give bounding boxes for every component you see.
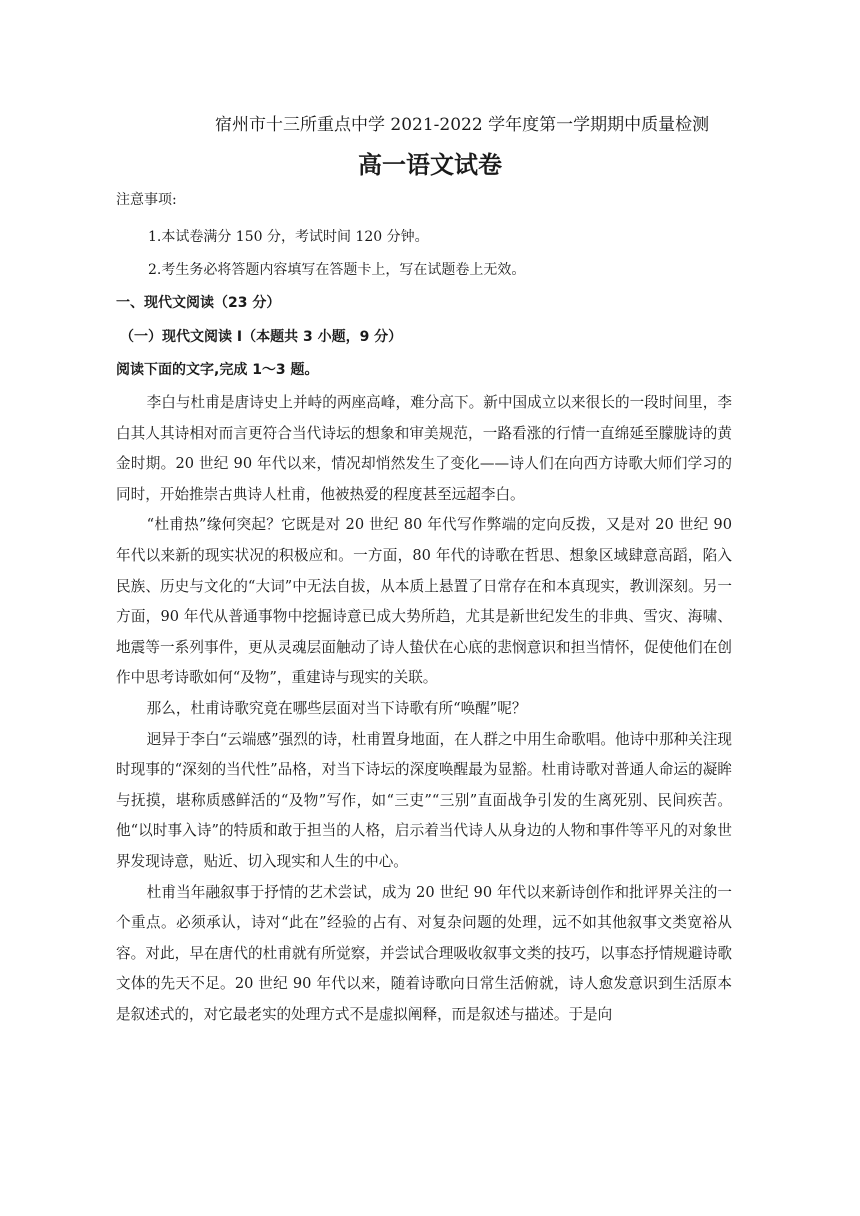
passage-paragraph: 迥异于李白“云端感”强烈的诗，杜甫置身地面，在人群之中用生命歌唱。他诗中那种关注现时现事的“深刻的当代性”品格，对当下诗坛的深度唤醒最为显豁。杜甫诗歌对普通人命运的凝眸与抚摸，堪称质感鲜活的“及物”写作，如“三吏”“三别”直面战争引发的生离死别、民间疾苦。他“以时事入诗”的特质和敢于担当的人格，启示着当代诗人从身边的人物和事件等平凡的对象世界发现诗意，贴近、切入现实和人生的中心。: [116, 730, 732, 870]
note-item: 2.考生务必将答题内容填写在答题卡上，写在试题卷上无效。: [148, 262, 526, 278]
exam-title: 高一语文试卷: [358, 151, 502, 179]
exam-header: 宿州市十三所重点中学 2021-2022 学年度第一学期期中质量检测: [215, 115, 710, 135]
section-heading: 一、现代文阅读（23 分）: [116, 295, 281, 311]
passage-paragraph: “杜甫热”缘何突起？它既是对 20 世纪 80 年代写作弊端的定向反拨，又是对 20 世纪 90 年代以来新的现实状况的积极应和。一方面，80 年代的诗歌在哲思、想象区域肆意高蹈，陷入民族、历史与文化的“大词”中无法自拔，从本质上悬置了日常存在和本真现实，教训深刻。另一方面，90 年代从普通事物中挖掘诗意已成大势所趋，尤其是新世纪发生的非典、雪灾、海啸、地震等一系列事件，更从灵魂层面触动了诗人蛰伏在心底的悲悯意识和担当情怀，促使他们在创作中思考诗歌如何“及物”，重建诗与现实的关联。: [116, 516, 732, 687]
passage-paragraph: 杜甫当年融叙事于抒情的艺术尝试，成为 20 世纪 90 年代以来新诗创作和批评界关注的一个重点。必须承认，诗对“此在”经验的占有、对复杂问题的处理，远不如其他叙事文类宽裕从容。对此，早在唐代的杜甫就有所觉察，并尝试合理吸收叙事文类的技巧，以事态抒情规避诗歌文体的先天不足。20 世纪 90 年代以来，随着诗歌向日常生活俯就，诗人愈发意识到生活原本是叙述式的，对它最老实的处理方式不是虚拟阐释，而是叙述与描述。于是向: [116, 883, 732, 1023]
passage: [116, 388, 732, 1030]
note-item: 1.本试卷满分 150 分，考试时间 120 分钟。: [148, 229, 429, 245]
passage-paragraph: 那么，杜甫诗歌究竟在哪些层面对当下诗歌有所“唤醒”呢？: [146, 699, 527, 717]
reading-instruction: 阅读下面的文字,完成 1～3 题。: [116, 362, 319, 378]
subsection-heading: （一）现代文阅读 Ⅰ（本题共 3 小题，9 分）: [120, 329, 403, 345]
passage-paragraph: 李白与杜甫是唐诗史上并峙的两座高峰，难分高下。新中国成立以来很长的一段时间里，李白其人其诗相对而言更符合当代诗坛的想象和审美规范，一路看涨的行情一直绵延至朦胧诗的黄金时期。20 世纪 90 年代以来，情况却悄然发生了变化——诗人们在向西方诗歌大师们学习的同时，开始推崇古典诗人杜甫，他被热爱的程度甚至远超李白。: [116, 394, 732, 503]
notes-heading: 注意事项:: [116, 192, 177, 208]
